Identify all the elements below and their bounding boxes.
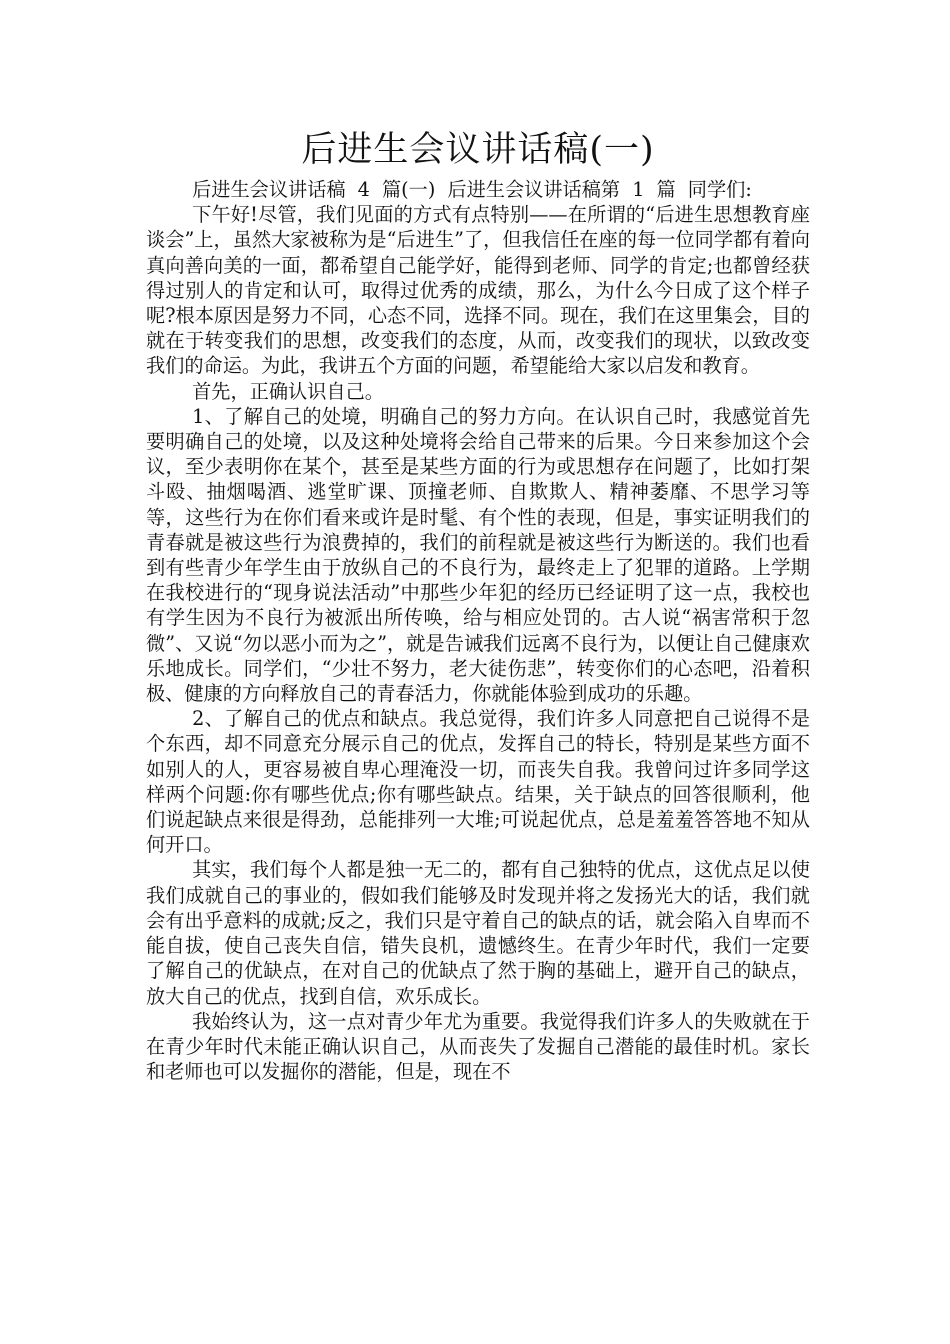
- paragraph-unique: 其实，我们每个人都是独一无二的，都有自己独特的优点，这优点足以使我们成就自己的事业的，假如我们能够及时发现并将之发扬光大的话，我们就会有出乎意料的成就;反之，我们只是守着自己的缺点的话，就会陷入自卑而不能自拔，使自己丧失自信，错失良机，遗憾终生。在青少年时代，我们一定要了解自己的优缺点，在对自己的优缺点了然于胸的基础上，避开自己的缺点，放大自己的优点，找到自信，欢乐成长。: [146, 858, 810, 1008]
- paragraph-heading-first: 首先，正确认识自己。: [192, 379, 384, 403]
- paragraph-greeting: 下午好!尽管，我们见面的方式有点特别——在所谓的“后进生思想教育座谈会”上，虽然大家被称为是“后进生”了，但我信任在座的每一位同学都有着向真向善向美的一面，都希望自己能学好，能得到老师、同学的肯定;也都曾经获得过别人的肯定和认可，取得过优秀的成绩，那么，为什么今日成了这个样子呢?根本原因是努力不同，心态不同，选择不同。现在，我们在这里集会，目的就在于转变我们的思想，改变我们的态度，从而，改变我们的现状，以致改变我们的命运。为此，我讲五个方面的问题，希望能给大家以启发和教育。: [146, 203, 810, 378]
- paragraph-point-2: 2、了解自己的优点和缺点。我总觉得，我们许多人同意把自己说得不是个东西，却不同意充分展示自己的优点，发挥自己的特长，特别是某些方面不如别人的人，更容易被自卑心理淹没一切，而丧失自我。我曾问过许多同学这样两个问题:你有哪些优点;你有哪些缺点。结果，关于缺点的回答很顺利，他们说起缺点来很是得劲，总能排列一大堆;可说起优点，总是羞羞答答地不知从何开口。: [146, 707, 810, 857]
- paragraph-point-1: 1、了解自己的处境，明确自己的努力方向。在认识自己时，我感觉首先要明确自己的处境，以及这种处境将会给自己带来的后果。今日来参加这个会议，至少表明你在某个，甚至是某些方面的行为或思想存在问题了，比如打架斗殴、抽烟喝酒、逃堂旷课、顶撞老师、自欺欺人、精神萎靡、不思学习等等，这些行为在你们看来或许是时髦、有个性的表现，但是，事实证明我们的青春就是被这些行为浪费掉的，我们的前程就是被这些行为断送的。我们也看到有些青少年学生由于放纵自己的不良行为，最终走上了犯罪的道路。上学期在我校进行的“现身说法活动”中那些少年犯的经历已经证明了这一点，我校也有学生因为不良行为被派出所传唤，给与相应处罚的。古人说“祸害常积于忽微”、又说“勿以恶小而为之”，就是告诫我们远离不良行为，以便让自己健康欢乐地成长。同学们，“少壮不努力，老大徒伤悲”，转变你们的心态吧，沿着积极、健康的方向释放自己的青春活力，你就能体验到成功的乐趣。: [146, 404, 810, 706]
- document-title: 后进生会议讲话稿(一): [301, 130, 655, 170]
- document-page: [146, 125, 810, 1084]
- paragraph-intro: 后进生会议讲话稿 4 篇(一) 后进生会议讲话稿第 1 篇 同学们:: [192, 178, 752, 201]
- paragraph-conclusion: 我始终认为，这一点对青少年尤为重要。我觉得我们许多人的失败就在于在青少年时代未能正确认识自己，从而丧失了发掘自己潜能的最佳时机。家长和老师也可以发掘你的潜能，但是，现在不: [146, 1009, 810, 1084]
